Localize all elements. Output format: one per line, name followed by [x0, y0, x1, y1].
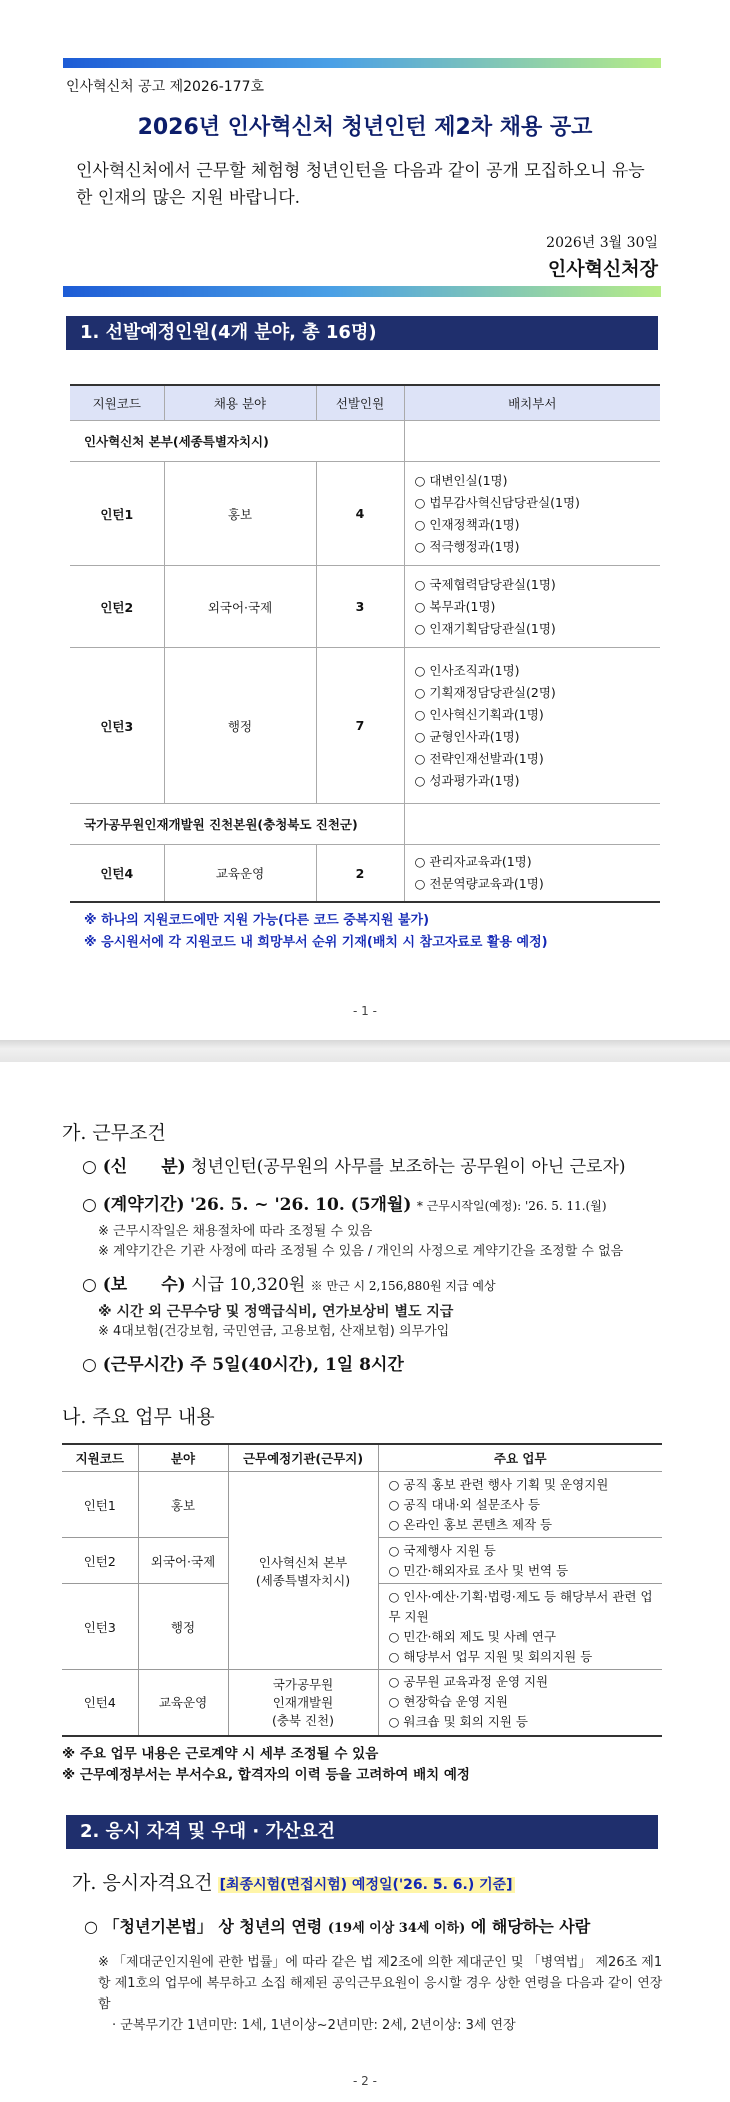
list-item: ○ 인사조직과(1명)	[415, 660, 661, 682]
period-label: ○ (계약기간)	[82, 1195, 185, 1215]
list-item: ○ 법무감사혁신담당관실(1명)	[415, 492, 661, 514]
list-item: ○ 워크숍 및 회의 지원 등	[389, 1712, 663, 1732]
section1-notes	[84, 910, 548, 954]
table-cell-field: 외국어·국제	[164, 566, 316, 648]
divider-gradient-bar	[63, 286, 661, 297]
table-cell-count: 2	[316, 845, 404, 903]
table-cell-code: 인턴1	[70, 462, 164, 566]
table-cell-code: 인턴1	[62, 1472, 138, 1538]
list-item: ○ 국제행사 지원 등	[389, 1541, 663, 1561]
page-number: - 1 -	[353, 1004, 377, 1018]
age-row	[84, 1914, 704, 1937]
table-cell-depts	[404, 845, 660, 903]
list-item: ○ 공직 대내·외 설문조사 등	[389, 1495, 663, 1515]
note: ※ 「제대군인지원에 관한 법률」에 따라 같은 법 제2조에 의한 제대군인 및 「병역법」 제26조 제1항 제1호의 업무에 복무하고 소집 해제된 공익근무요원이 응시할 경우 상한 연령을 다음과 같이 연장함	[98, 1955, 663, 2012]
table-cell-code: 인턴2	[62, 1538, 138, 1584]
list-item: ○ 인재정책과(1명)	[415, 514, 661, 536]
header-gradient-bar	[63, 58, 661, 68]
table-cell-field: 홍보	[138, 1472, 228, 1538]
list-item: ○ 민간·해외자료 조사 및 번역 등	[389, 1561, 663, 1581]
table-cell-count: 7	[316, 648, 404, 804]
table-cell-tasks	[378, 1584, 662, 1670]
list-item: ○ 기획재정담당관실(2명)	[415, 682, 661, 704]
duties-table	[62, 1443, 662, 1737]
pay-row	[82, 1272, 682, 1299]
table-cell-count: 4	[316, 462, 404, 566]
table-cell-field: 교육운영	[138, 1670, 228, 1736]
table-cell-code: 인턴4	[62, 1670, 138, 1736]
period-notes	[98, 1222, 698, 1262]
table-cell-field: 행정	[164, 648, 316, 804]
note: ※ 근무시작일은 채용절차에 따라 조정될 수 있음	[98, 1224, 373, 1239]
hours-value: 주 5일(40시간), 1일 8시간	[189, 1355, 404, 1375]
work-conditions-heading: 가. 근무조건	[62, 1122, 166, 1144]
note: ※ 계약기간은 기관 사정에 따라 조정될 수 있음 / 개인의 사정으로 계약기간을 조정할 수 없음	[98, 1244, 624, 1259]
duties-notes	[62, 1744, 470, 1786]
list-item: ○ 적극행정과(1명)	[415, 536, 661, 558]
note: ※ 4대보험(건강보험, 국민연금, 고용보험, 산재보험) 의무가입	[98, 1324, 450, 1339]
note: ※ 응시원서에 각 지원코드 내 희망부서 순위 기재(배치 시 참고자료로 활용 예정)	[84, 935, 548, 950]
page-gap	[0, 1040, 730, 1062]
issue-date: 2026년 3월 30일	[546, 235, 658, 251]
table-cell-count: 3	[316, 566, 404, 648]
col-header: 지원코드	[62, 1444, 138, 1472]
list-item: ○ 대변인실(1명)	[415, 470, 661, 492]
table-cell-tasks	[378, 1670, 662, 1736]
intro-text: 인사혁신처에서 근무할 체험형 청년인턴을 다음과 같이 공개 모집하오니 유능한 인재의 많은 지원 바랍니다.	[76, 161, 645, 208]
pay-notes	[98, 1302, 698, 1342]
page-1	[0, 0, 730, 1040]
table-cell-org	[228, 1472, 378, 1670]
eligibility-basis-highlight: [최종시험(면접시험) 예정일('26. 5. 6.) 기준]	[219, 1877, 513, 1893]
col-header: 배치부서	[404, 385, 660, 421]
note: ※ 주요 업무 내용은 근로계약 시 세부 조정될 수 있음	[62, 1746, 379, 1762]
hours-label: ○ (근무시간)	[82, 1355, 185, 1375]
issuer: 인사혁신처장	[547, 258, 658, 280]
list-item: ○ 균형인사과(1명)	[415, 726, 661, 748]
col-header: 분야	[138, 1444, 228, 1472]
col-header: 지원코드	[70, 385, 164, 421]
note: ※ 시간 외 근무수당 및 정액급식비, 연가보상비 별도 지급	[98, 1304, 454, 1320]
period-row	[82, 1192, 702, 1219]
age-tail: 에 해당하는 사람	[470, 1917, 591, 1936]
status-label: ○ (신 분)	[82, 1157, 186, 1177]
org-line: 인재개발원	[272, 1695, 334, 1711]
section1-heading: 1. 선발예정인원(4개 분야, 총 16명)	[66, 316, 658, 350]
page-number: - 2 -	[353, 2074, 377, 2088]
group-label: 국가공무원인재개발원 진천본원(충청북도 진천군)	[70, 804, 404, 845]
col-header: 채용 분야	[164, 385, 316, 421]
list-item: ○ 국제협력담당관실(1명)	[415, 574, 661, 596]
list-item: ○ 현장학습 운영 지원	[389, 1692, 663, 1712]
table-cell-code: 인턴3	[62, 1584, 138, 1670]
eligibility-heading-row	[72, 1868, 692, 1895]
hours-row	[82, 1352, 682, 1378]
list-item: ○ 공무원 교육과정 운영 지원	[389, 1672, 663, 1692]
age-value: (19세 이상 34세 이하)	[327, 1921, 466, 1936]
table-cell-depts	[404, 648, 660, 804]
note: ※ 하나의 지원코드에만 지원 가능(다른 코드 중복지원 불가)	[84, 913, 430, 928]
table-cell-tasks	[378, 1472, 662, 1538]
note: · 군복무기간 1년미만: 1세, 1년이상~2년미만: 2세, 2년이상: 3세 연장	[112, 2018, 516, 2033]
list-item: ○ 전략인재선발과(1명)	[415, 748, 661, 770]
age-note	[98, 1952, 672, 2036]
group-label: 인사혁신처 본부(세종특별자치시)	[70, 421, 404, 462]
table-cell-field: 홍보	[164, 462, 316, 566]
doc-number: 인사혁신처 공고 제2026-177호	[66, 79, 265, 95]
period-value: '26. 5. ~ '26. 10. (5개월)	[189, 1195, 412, 1215]
list-item: ○ 인사·예산·기획·법령·제도 등 해당부서 관련 업무 지원	[389, 1587, 663, 1627]
col-header: 선발인원	[316, 385, 404, 421]
period-start: * 근무시작일(예정): '26. 5. 11.(월)	[416, 1199, 607, 1213]
table-cell-depts	[404, 566, 660, 648]
eligibility-heading: 가. 응시자격요건	[72, 1872, 213, 1894]
col-header: 주요 업무	[378, 1444, 662, 1472]
list-item: ○ 인사혁신기획과(1명)	[415, 704, 661, 726]
section2-heading: 2. 응시 자격 및 우대 · 가산요건	[66, 1815, 658, 1849]
list-item: ○ 해당부서 업무 지원 및 회의지원 등	[389, 1647, 663, 1667]
org-line: (충북 진천)	[271, 1713, 335, 1729]
list-item: ○ 온라인 홍보 콘텐츠 제작 등	[389, 1515, 663, 1535]
pay-label: ○ (보 수)	[82, 1275, 186, 1295]
table-cell-field: 교육운영	[164, 845, 316, 903]
note: ※ 근무예정부서는 부서수요, 합격자의 이력 등을 고려하여 배치 예정	[62, 1767, 470, 1783]
org-line: 인사혁신처 본부	[258, 1554, 348, 1570]
status-row	[82, 1154, 682, 1180]
table-cell-field: 외국어·국제	[138, 1538, 228, 1584]
table-cell-depts	[404, 462, 660, 566]
duties-heading: 나. 주요 업무 내용	[62, 1406, 215, 1428]
table-cell-field: 행정	[138, 1584, 228, 1670]
table-cell-code: 인턴2	[70, 566, 164, 648]
list-item: ○ 민간·해외 제도 및 사례 연구	[389, 1627, 663, 1647]
table-cell-org	[228, 1670, 378, 1736]
table-cell-tasks	[378, 1538, 662, 1584]
age-label: ○ 「청년기본법」 상 청년의 연령	[84, 1917, 323, 1936]
col-header: 근무예정기관(근무지)	[228, 1444, 378, 1472]
org-line: (세종특별자치시)	[255, 1572, 351, 1588]
list-item: ○ 전문역량교육과(1명)	[415, 873, 661, 895]
list-item: ○ 공직 홍보 관련 행사 기획 및 운영지원	[389, 1475, 663, 1495]
table-cell-code: 인턴3	[70, 648, 164, 804]
recruitment-table	[70, 384, 660, 903]
page-title: 2026년 인사혁신처 청년인턴 제2차 채용 공고	[137, 115, 593, 140]
list-item: ○ 성과평가과(1명)	[415, 770, 661, 792]
list-item: ○ 복무과(1명)	[415, 596, 661, 618]
org-line: 국가공무원	[272, 1677, 334, 1693]
table-cell-code: 인턴4	[70, 845, 164, 903]
pay-value: 시급 10,320원	[191, 1275, 306, 1295]
list-item: ○ 인재기획담당관실(1명)	[415, 618, 661, 640]
list-item: ○ 관리자교육과(1명)	[415, 851, 661, 873]
pay-note: ※ 만근 시 2,156,880원 지급 예상	[310, 1279, 496, 1293]
status-value: 청년인턴(공무원의 사무를 보조하는 공무원이 아닌 근로자)	[191, 1157, 626, 1177]
